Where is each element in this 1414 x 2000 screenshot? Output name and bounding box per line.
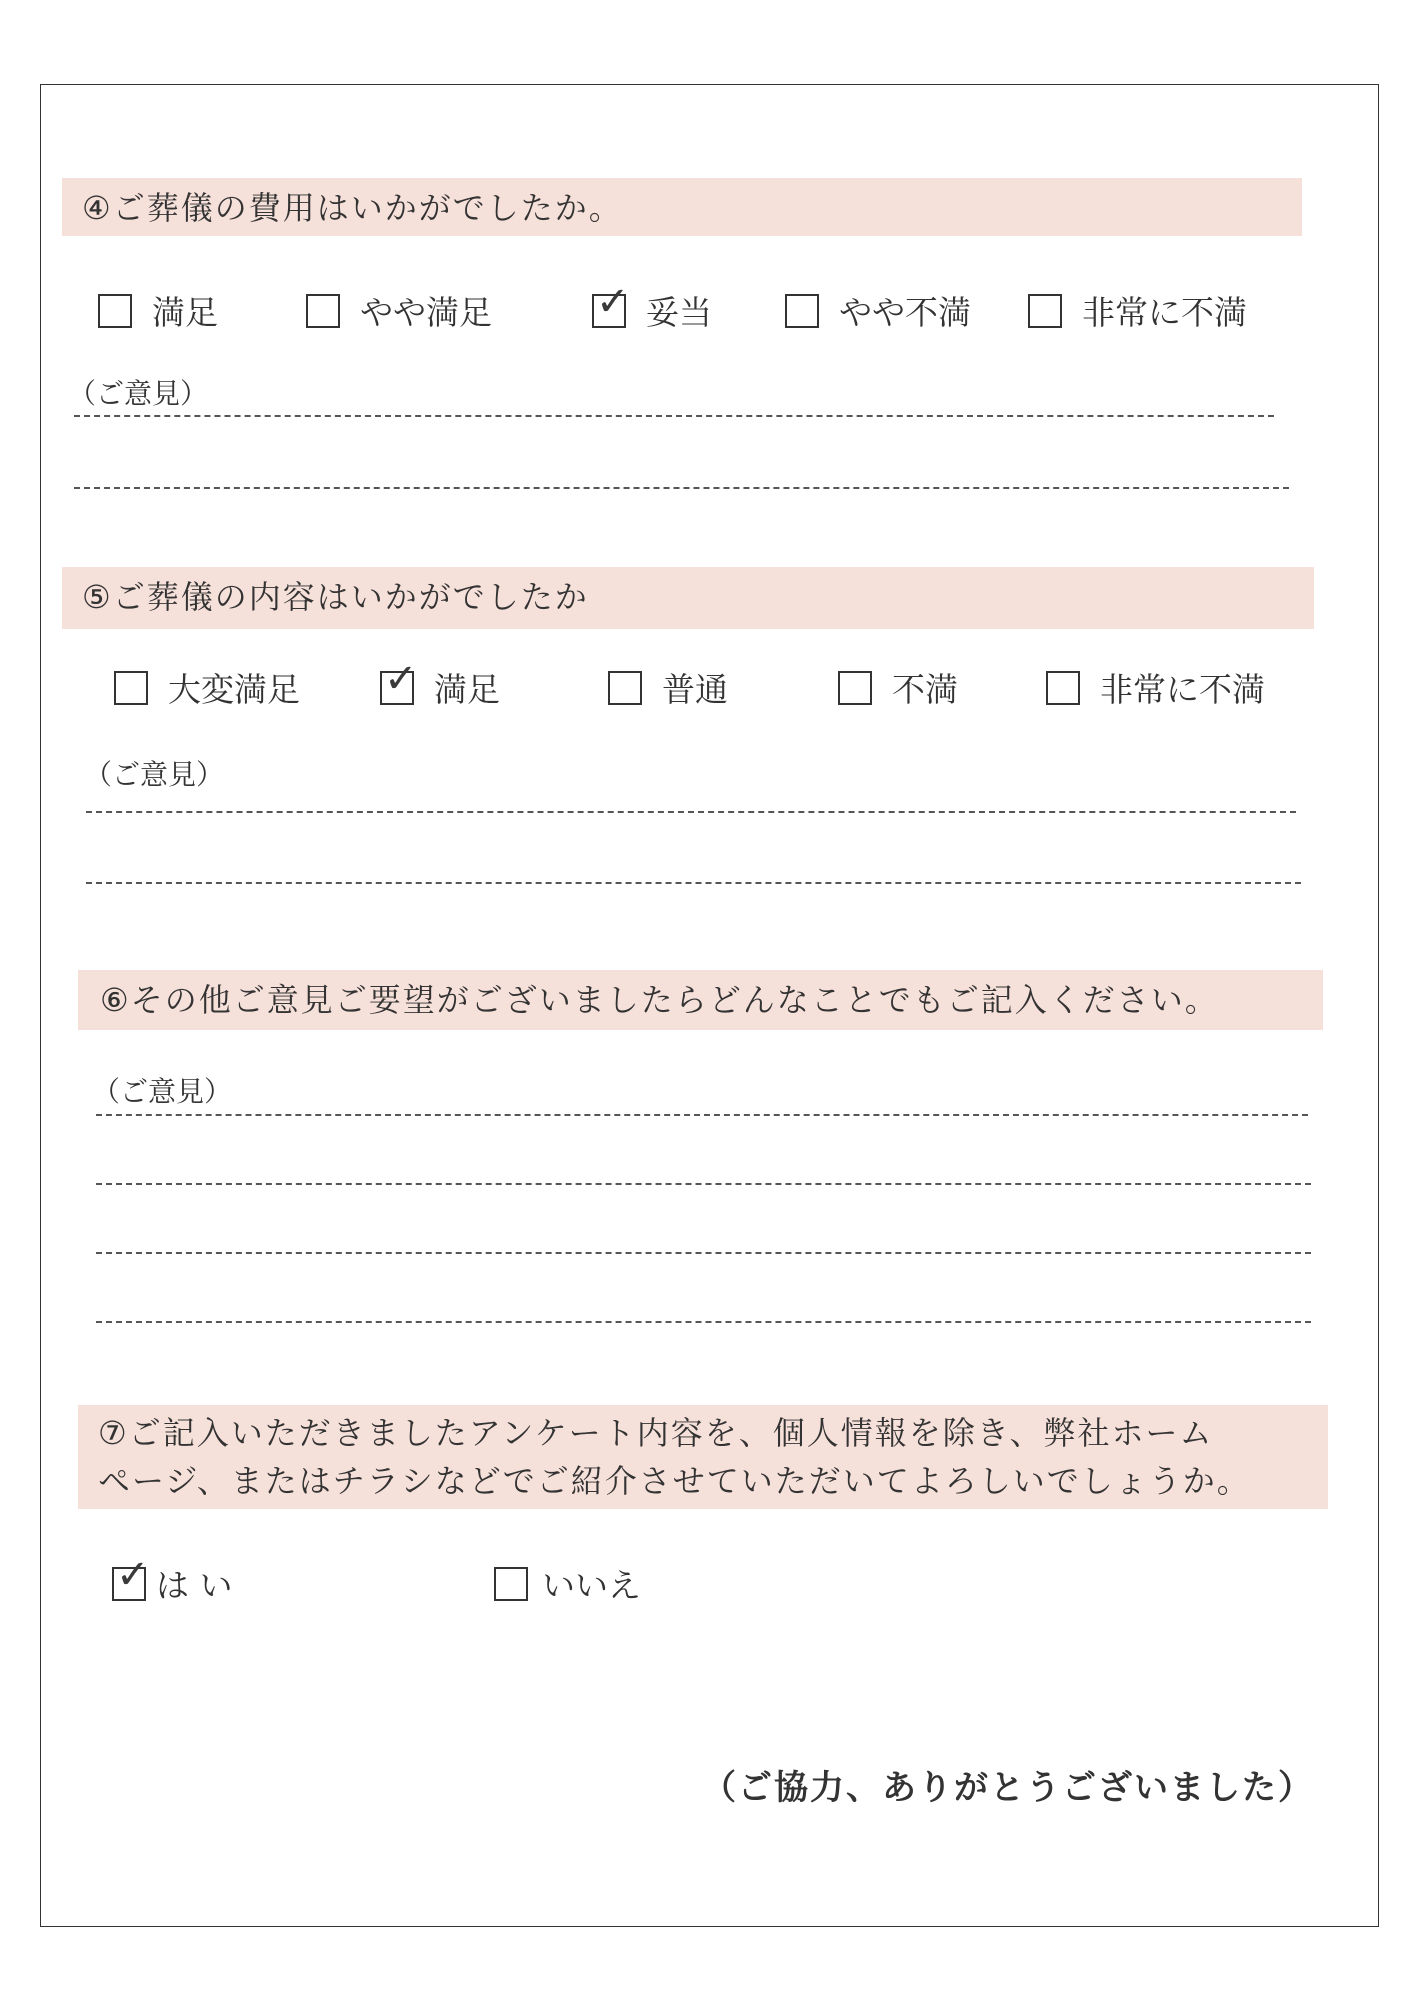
q5-comment-line-1[interactable] bbox=[86, 811, 1296, 813]
q4-option-4[interactable] bbox=[1028, 287, 1247, 334]
q6-comment-label: （ご意見） bbox=[92, 1075, 233, 1108]
option-label: 満足 bbox=[152, 293, 218, 332]
q5-option-0[interactable] bbox=[114, 664, 380, 711]
option-label: いいえ bbox=[542, 1566, 641, 1605]
q4-comment-line-2[interactable] bbox=[74, 487, 1289, 489]
check-mark-icon: ✓ bbox=[116, 1551, 150, 1598]
q7-option-no[interactable] bbox=[494, 1560, 641, 1607]
q5-comment-line-2[interactable] bbox=[86, 882, 1301, 884]
q7-heading bbox=[78, 1405, 1328, 1509]
checkbox[interactable] bbox=[114, 671, 148, 705]
q4-option-0[interactable] bbox=[98, 287, 306, 334]
checkbox[interactable] bbox=[1046, 671, 1080, 705]
thanks-message: （ご協力、ありがとうございました） bbox=[702, 1768, 1314, 1808]
checkbox[interactable] bbox=[98, 294, 132, 328]
checkbox[interactable] bbox=[1028, 294, 1062, 328]
checkbox[interactable] bbox=[608, 671, 642, 705]
q5-option-2[interactable] bbox=[608, 664, 838, 711]
q6-comment-line-1[interactable] bbox=[96, 1114, 1308, 1116]
q5-comment-label: （ご意見） bbox=[84, 758, 225, 791]
checkbox[interactable] bbox=[494, 1567, 528, 1601]
q7-option-yes[interactable] bbox=[112, 1551, 494, 1607]
option-label: やや満足 bbox=[360, 293, 492, 332]
option-label: 普通 bbox=[662, 670, 728, 709]
checkbox-checked[interactable] bbox=[112, 1551, 150, 1601]
q4-option-2[interactable] bbox=[592, 278, 785, 334]
q4-heading: ④ご葬儀の費用はいかがでしたか。 bbox=[62, 178, 1302, 236]
q7-options bbox=[112, 1551, 641, 1607]
q6-comment-line-4[interactable] bbox=[96, 1321, 1311, 1323]
option-label: は い bbox=[156, 1566, 233, 1605]
q6-heading: ⑥その他ご意見ご要望がございましたらどんなことでもご記入ください。 bbox=[78, 970, 1323, 1030]
option-label: やや不満 bbox=[839, 293, 971, 332]
q4-comment-line-1[interactable] bbox=[74, 415, 1274, 417]
q5-heading: ⑤ご葬儀の内容はいかがでしたか bbox=[62, 567, 1314, 629]
checkbox[interactable] bbox=[785, 294, 819, 328]
check-mark-icon: ✓ bbox=[384, 655, 418, 702]
q4-comment-label: （ご意見） bbox=[68, 377, 209, 410]
option-label: 大変満足 bbox=[168, 670, 300, 709]
q7-heading-line-1: ⑦ご記入いただきましたアンケート内容を、個人情報を除き、弊社ホーム bbox=[98, 1414, 1214, 1452]
check-mark-icon: ✓ bbox=[596, 278, 630, 325]
checkbox-checked[interactable] bbox=[592, 278, 630, 328]
checkbox[interactable] bbox=[838, 671, 872, 705]
q5-options bbox=[114, 655, 1265, 711]
option-label: 妥当 bbox=[646, 293, 712, 332]
q4-option-3[interactable] bbox=[785, 287, 1028, 334]
q5-option-4[interactable] bbox=[1046, 664, 1265, 711]
q4-option-1[interactable] bbox=[306, 287, 592, 334]
q5-option-3[interactable] bbox=[838, 664, 1046, 711]
option-label: 非常に不満 bbox=[1082, 293, 1247, 332]
checkbox-checked[interactable] bbox=[380, 655, 418, 705]
option-label: 満足 bbox=[434, 670, 500, 709]
option-label: 非常に不満 bbox=[1100, 670, 1265, 709]
q6-comment-line-2[interactable] bbox=[96, 1183, 1311, 1185]
q5-option-1[interactable] bbox=[380, 655, 608, 711]
q6-comment-line-3[interactable] bbox=[96, 1252, 1311, 1254]
checkbox[interactable] bbox=[306, 294, 340, 328]
option-label: 不満 bbox=[892, 670, 958, 709]
q4-options bbox=[98, 278, 1247, 334]
q7-heading-line-2: ページ、またはチラシなどでご紹介させていただいてよろしいでしょうか。 bbox=[98, 1462, 1251, 1500]
